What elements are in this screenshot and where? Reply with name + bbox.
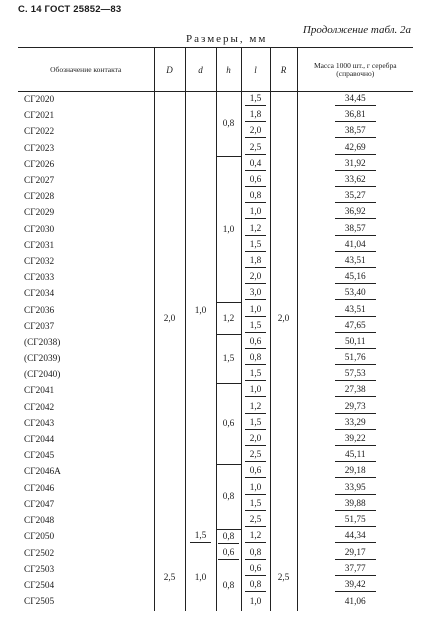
l-cell: 2,0: [241, 124, 270, 140]
l-cell: 1,0: [241, 205, 270, 221]
mass-cell: 29,18: [297, 464, 413, 480]
table-row: [18, 383, 413, 399]
designation-cell: СГ2505: [18, 594, 154, 610]
l-cell: 0,6: [241, 562, 270, 578]
designation-cell: СГ2046: [18, 481, 154, 497]
mass-cell: 29,17: [297, 546, 413, 562]
mass-cell: 43,51: [297, 302, 413, 318]
mass-cell: 45,11: [297, 448, 413, 464]
designation-cell: СГ2042: [18, 400, 154, 416]
l-cell: 1,5: [241, 367, 270, 383]
designation-cell: СГ2027: [18, 173, 154, 189]
h-cell: 0,6: [216, 383, 241, 464]
designation-header: Обозначение контакта: [18, 48, 154, 92]
designation-cell: СГ2033: [18, 270, 154, 286]
mass-cell: 51,75: [297, 513, 413, 529]
D-cell: 2,5: [154, 546, 185, 611]
designation-cell: СГ2026: [18, 157, 154, 173]
d-cell: 1,0: [185, 92, 216, 530]
designation-cell: СГ2036: [18, 302, 154, 318]
table-row: [18, 157, 413, 173]
l-cell: 1,2: [241, 400, 270, 416]
mass-cell: 33,62: [297, 173, 413, 189]
designation-cell: СГ2022: [18, 124, 154, 140]
designation-cell: СГ2046А: [18, 464, 154, 480]
mass-cell: 43,51: [297, 254, 413, 270]
table-row: [18, 335, 413, 351]
table-continuation-label: Продолжение табл. 2а: [302, 24, 411, 36]
designation-cell: СГ2030: [18, 222, 154, 238]
l-cell: 1,8: [241, 254, 270, 270]
mass-cell: 41,06: [344, 597, 366, 608]
l-cell: 1,2: [241, 529, 270, 546]
h-cell: 0,8: [216, 562, 241, 611]
l-cell: 1,0: [241, 481, 270, 497]
sizes-caption: Размеры, мм: [186, 33, 268, 45]
l-cell: 1,0: [241, 594, 270, 610]
designation-cell: СГ2020: [18, 92, 154, 109]
designation-cell: (СГ2039): [18, 351, 154, 367]
l-header: l: [241, 48, 270, 92]
designation-cell: СГ2048: [18, 513, 154, 529]
d-cell: 1,5: [185, 529, 216, 546]
l-cell: 2,5: [241, 513, 270, 529]
mass-cell: 57,53: [297, 367, 413, 383]
designation-cell: СГ2041: [18, 383, 154, 399]
table-row: [18, 302, 413, 318]
mass-cell: 47,65: [297, 319, 413, 335]
designation-cell: СГ2047: [18, 497, 154, 513]
table-row: [18, 464, 413, 480]
l-cell: 0,8: [241, 351, 270, 367]
l-cell: 2,5: [241, 141, 270, 157]
h-cell: 1,0: [216, 157, 241, 303]
l-cell: 0,8: [241, 546, 270, 562]
R-header: R: [270, 48, 297, 92]
table-row: [18, 529, 413, 546]
mass-cell: 44,34: [297, 529, 413, 546]
h-header: h: [216, 48, 241, 92]
l-cell: 1,8: [241, 108, 270, 124]
mass-cell: 39,88: [297, 497, 413, 513]
mass-cell: 31,92: [297, 157, 413, 173]
page-header: С. 14 ГОСТ 25852—83: [18, 4, 122, 15]
designation-cell: СГ2032: [18, 254, 154, 270]
l-cell: 2,5: [241, 448, 270, 464]
designation-cell: СГ2029: [18, 205, 154, 221]
h-cell: 1,5: [216, 335, 241, 384]
mass-cell: 29,73: [297, 400, 413, 416]
designation-cell: СГ2504: [18, 578, 154, 594]
mass-cell: 53,40: [297, 286, 413, 302]
mass-cell: 27,38: [297, 383, 413, 399]
l-cell: 0,8: [241, 578, 270, 594]
l-cell: 0,8: [241, 189, 270, 205]
h-cell: 1,2: [216, 302, 241, 334]
mass-cell: 42,69: [297, 141, 413, 157]
l-cell: 1,0: [241, 302, 270, 318]
table-row: [18, 562, 413, 578]
l-cell: 2,0: [241, 270, 270, 286]
l-cell: 1,5: [241, 92, 270, 109]
mass-header: Масса 1000 шт., г серебра (справочно): [297, 48, 413, 92]
l-cell: 1,5: [241, 238, 270, 254]
designation-cell: СГ2023: [18, 141, 154, 157]
h-cell: 0,8: [216, 464, 241, 529]
designation-cell: (СГ2040): [18, 367, 154, 383]
mass-cell: 41,04: [297, 238, 413, 254]
l-cell: 0,6: [241, 335, 270, 351]
designation-cell: СГ2503: [18, 562, 154, 578]
h-cell: 0,8: [216, 92, 241, 157]
d-header: d: [185, 48, 216, 92]
mass-cell: 38,57: [297, 222, 413, 238]
mass-cell: 36,92: [297, 205, 413, 221]
mass-cell: 38,57: [297, 124, 413, 140]
l-cell: 1,5: [241, 416, 270, 432]
contacts-table: [18, 47, 413, 611]
designation-cell: СГ2043: [18, 416, 154, 432]
designation-cell: СГ2037: [18, 319, 154, 335]
designation-cell: СГ2050: [18, 529, 154, 546]
R-cell: 2,5: [270, 546, 297, 611]
mass-cell: 45,16: [297, 270, 413, 286]
designation-cell: СГ2045: [18, 448, 154, 464]
l-cell: 1,5: [241, 497, 270, 513]
mass-cell: 51,76: [297, 351, 413, 367]
designation-cell: СГ2502: [18, 546, 154, 562]
designation-cell: СГ2031: [18, 238, 154, 254]
mass-cell: 37,77: [297, 562, 413, 578]
table-row: [18, 92, 413, 109]
mass-cell: 39,22: [297, 432, 413, 448]
mass-cell: 33,95: [297, 481, 413, 497]
l-cell: 0,6: [241, 464, 270, 480]
designation-cell: СГ2028: [18, 189, 154, 205]
designation-cell: СГ2034: [18, 286, 154, 302]
h-cell: 0,6: [216, 546, 241, 562]
mass-cell: 34,45: [297, 92, 413, 109]
table-row: [18, 546, 413, 562]
l-cell: 1,5: [241, 319, 270, 335]
designation-cell: (СГ2038): [18, 335, 154, 351]
D-header: D: [154, 48, 185, 92]
l-cell: 0,6: [241, 173, 270, 189]
l-cell: 1,2: [241, 222, 270, 238]
mass-cell: 36,81: [297, 108, 413, 124]
designation-cell: СГ2044: [18, 432, 154, 448]
mass-cell: 33,29: [297, 416, 413, 432]
mass-cell: 39,42: [297, 578, 413, 594]
D-cell: 2,0: [154, 92, 185, 546]
R-cell: 2,0: [270, 92, 297, 546]
mass-cell: 35,27: [297, 189, 413, 205]
l-cell: 3,0: [241, 286, 270, 302]
l-cell: 1,0: [241, 383, 270, 399]
header-row: [18, 48, 413, 92]
d-cell: 1,0: [185, 546, 216, 611]
l-cell: 0,4: [241, 157, 270, 173]
h-cell: 0,8: [216, 529, 241, 546]
mass-cell: 50,11: [297, 335, 413, 351]
designation-cell: СГ2021: [18, 108, 154, 124]
l-cell: 2,0: [241, 432, 270, 448]
